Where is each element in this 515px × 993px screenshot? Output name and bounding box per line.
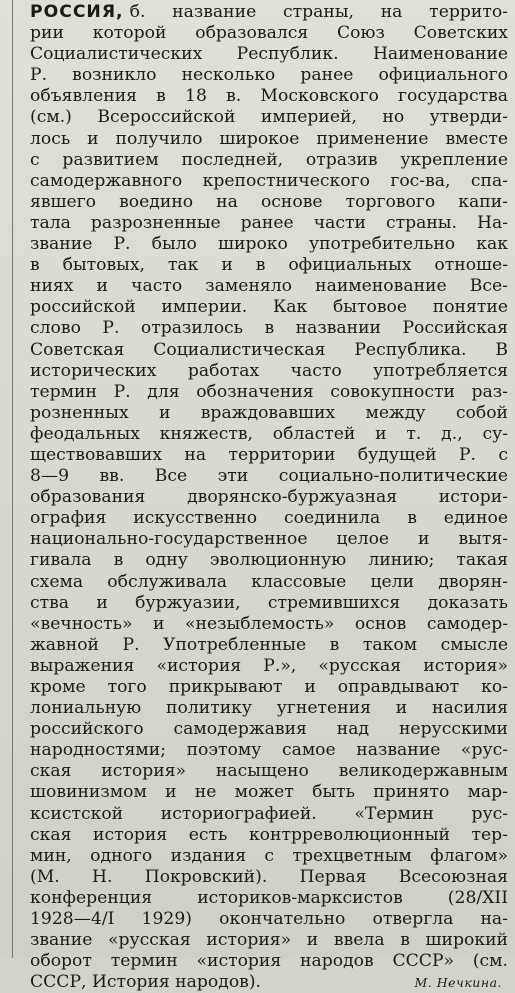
article-line: жавной Р. Употребленные в таком смысле [30,634,508,655]
article-line: тала разрозненные ранее части страны. На- [30,212,508,233]
article-line: розненных и враждовавших между собой [30,402,508,423]
article-line: ниях и часто заменяло наименование Все- [30,276,508,297]
column-rule [12,0,13,958]
article-line: гивала в одну эволюционную линию; такая [30,550,508,571]
article-line: объявления в 18 в. Московского государства [30,86,508,107]
article-line: конференция историков-марксистов (28/XII [30,887,508,908]
article-line: российского самодержавия над нерусскими [30,719,508,740]
article-line: Р. возникло несколько ранее официального [30,65,508,86]
article-line: (М. Н. Покровский). Первая Всесоюзная [30,866,508,887]
article-line: с развитием последней, отразив укрепление [30,149,508,170]
article-line: феодальных княжеств, областей и т. д., су- [30,423,508,444]
author-signature: М. Нечкина. [414,975,502,991]
article-line: мин, одного издания с трехцветным флагом» [30,845,508,866]
article-line: звание Р. было широко употребительно как [30,234,508,255]
article-line: ства и буржуазии, стремившихся доказать [30,592,508,613]
article-line: кроме того прикрывают и оправдывают ко- [30,677,508,697]
article-line: образования дворянско-буржуазная истори- [30,487,508,508]
article-line: лониальную политику угнетения и насилия [30,698,508,719]
article-line: лось и получило широкое применение вместе [30,128,508,149]
headword: РОССИЯ, [30,2,124,22]
article-line: российской империи. Как бытовое понятие [30,297,508,318]
article-line: Социалистических Республик. Наименование [30,44,508,65]
article-line: шовинизмом и не может быть принято мар- [30,782,508,803]
article-body [30,23,508,972]
article-last-line [30,972,508,993]
article-line: ксистской историографией. «Термин рус- [30,803,508,824]
article-line: ществовавших на территории будущей Р. с [30,444,508,465]
article-line: (см.) Всероссийской империей, но утверди- [30,107,508,128]
article-line: ская история» насыщено великодержавным [30,761,508,782]
article-line: Советская Социалистическая Республика. В [30,339,508,360]
article-line: звание «русская история» и ввела в широкий [30,930,508,951]
article-line: 1928—4/I 1929) окончательно отвергла на- [30,909,508,930]
article-line: самодержавного крепостнического гос-ва, спа- [30,170,508,191]
encyclopedia-article [30,2,508,993]
article-line: исторических работах часто употребляется [30,360,508,381]
article-line [30,2,508,23]
article-line: национально-государственное целое и вытя- [30,529,508,550]
article-line: 8—9 вв. Все эти социально-политические [30,466,508,487]
article-line: ография искусственно соединила в единое [30,508,508,529]
article-line: ская история есть контрреволюционный тер- [30,824,508,845]
article-first-line-text: б. название страны, на террито- [129,2,508,22]
article-line: выражения «история Р.», «русская история» [30,655,508,676]
article-line: явшего воедино на основе торгового капи- [30,191,508,212]
article-last-line-text: СССР, История народов). [30,972,262,993]
article-line: оборот термин «история народов СССР» (см. [30,951,508,972]
article-line: «вечность» и «незыблемость» основ самодер- [30,613,508,634]
article-line: слово Р. отразилось в названии Российская [30,318,508,339]
article-line: рии которой образовался Союз Советских [30,23,508,44]
article-line: термин Р. для обозначения совокупности раз- [30,381,508,402]
article-line: в бытовых, так и в официальных отноше- [30,255,508,276]
article-line: схема обслуживала классовые цели дворян- [30,571,508,592]
article-line: народностями; поэтому самое название «рус- [30,740,508,761]
